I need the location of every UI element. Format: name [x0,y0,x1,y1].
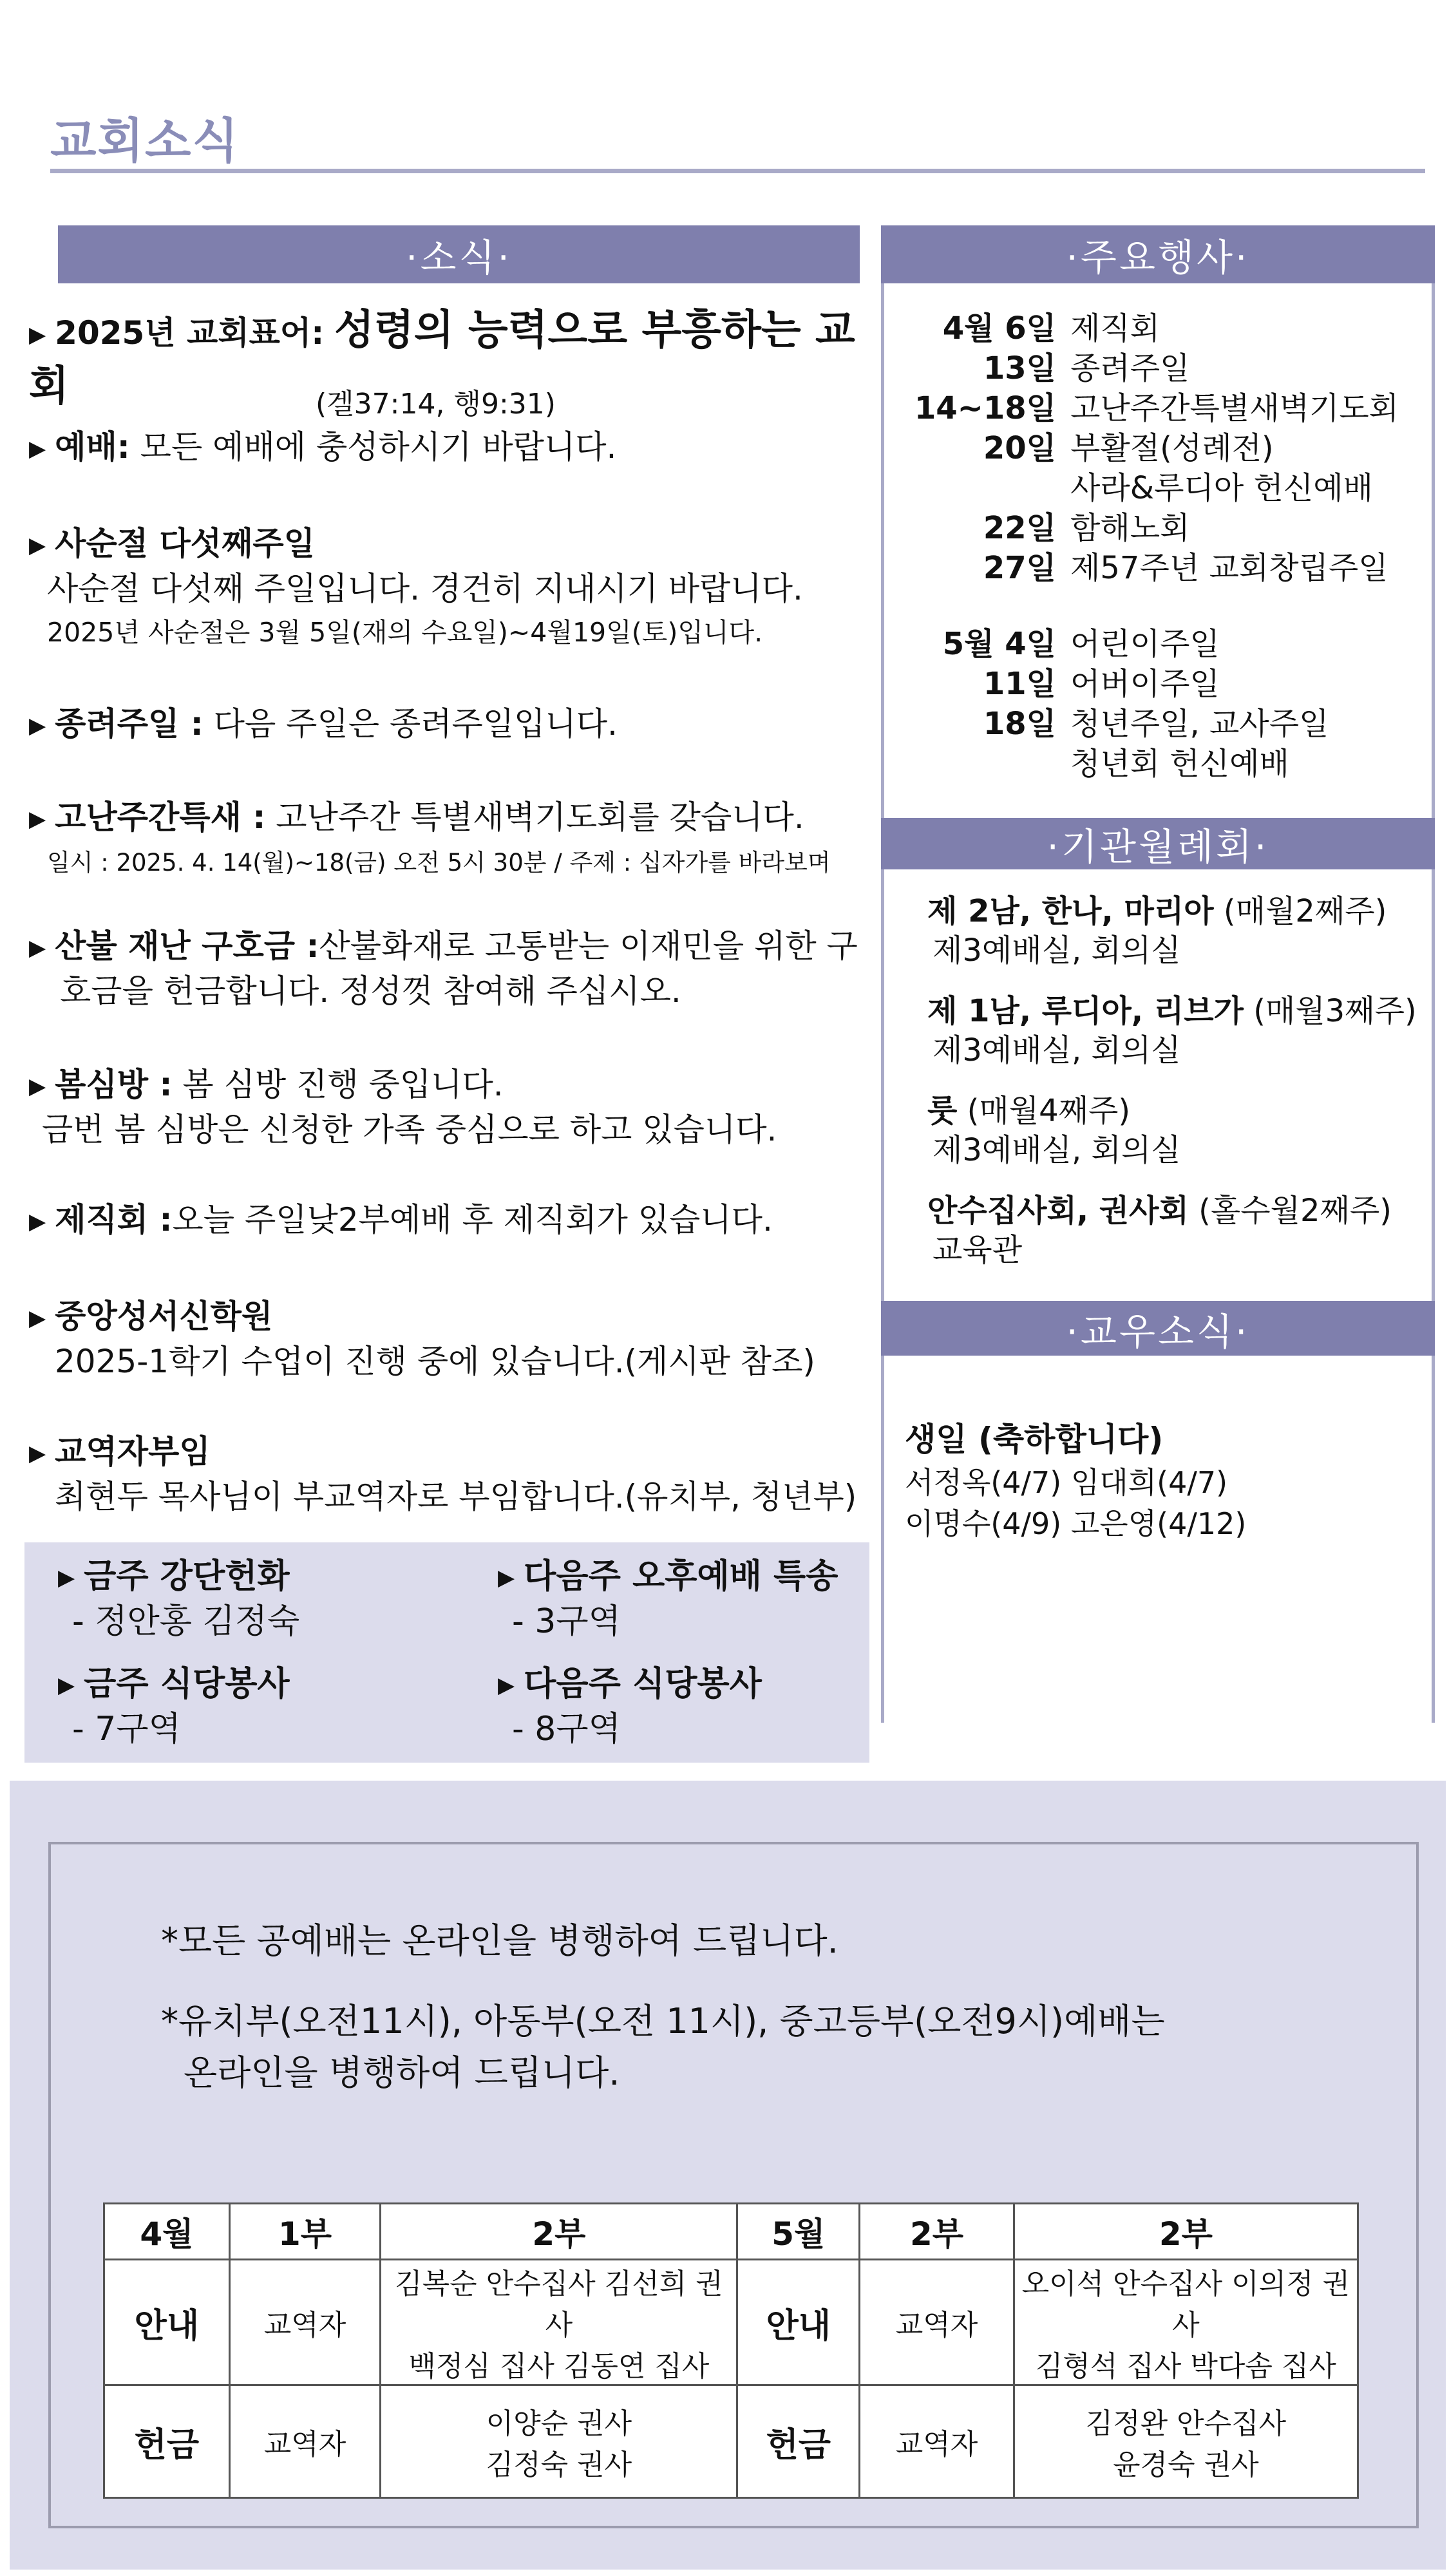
news-seminary: ▶ 중앙성서신학원 [29,1298,273,1335]
event-item: 청년회 헌신예배 [1070,746,1289,782]
motto-reference: (겔37:14, 행9:31) [316,388,556,421]
event-item: 18일 청년주일, 교사주일 [983,706,1329,742]
duty-item: ▶ 다음주 오후예배 특송 - 3구역 [498,1557,838,1642]
table-header-cell: 2부 [860,2204,1014,2260]
seminary-text: 2025-1학기 수업이 진행 중에 있습니다.(게시판 참조) [55,1343,815,1380]
birthday-line: 이명수(4/9) 고은영(4/12) [905,1506,1247,1542]
news-header: ·소식· [58,225,860,283]
news-pastor: ▶ 교역자부임 [29,1433,211,1470]
org-header: ·기관월례회· [881,818,1435,869]
org-item: 제 2남, 한나, 마리아 (매월2째주) 제3예배실, 회의실 [927,893,1387,969]
duty-item: ▶ 다음주 식당봉사 - 8구역 [498,1665,762,1749]
lent-line2: 2025년 사순절은 3월 5일(재의 수요일)~4월19일(토)입니다. [47,617,763,648]
bullet-icon: ▶ [29,436,46,462]
news-fire: ▶ 산불 재난 구호금 :산불화재로 고통받는 이재민을 위한 구 [29,927,858,965]
news-worship: ▶ 예배: 모든 예배에 충성하시기 바랍니다. [29,428,617,466]
table-cell: 안내 [104,2260,230,2385]
birthday-line: 서정옥(4/7) 임대희(4/7) [905,1465,1228,1500]
table-header-cell: 4월 [104,2204,230,2260]
table-cell: 교역자 [229,2260,381,2385]
online-notice-2: *유치부(오전11시), 아동부(오전 11시), 중고등부(오전9시)예배는 [161,2001,1165,2041]
online-notice-1: *모든 공예배는 온라인을 병행하여 드립니다. [161,1920,838,1961]
bullet-icon: ▶ [498,1672,515,1699]
table-cell: 김정완 안수집사 윤경숙 권사 [1014,2385,1358,2498]
news-motto: ▶ 2025년 교회표어: 성령의 능력으로 부흥하는 교회 [29,307,855,411]
table-cell: 헌금 [104,2385,230,2498]
passion-detail: 일시 : 2025. 4. 14(월)~18(금) 오전 5시 30분 / 주제 : 십자가를 바라보며 [47,849,831,876]
table-header-cell: 2부 [381,2204,737,2260]
table-cell: 교역자 [229,2385,381,2498]
bullet-icon: ▶ [29,806,46,833]
org-item: 안수집사회, 권사회 (홀수월2째주) 교육관 [927,1193,1392,1269]
table-cell: 이양순 권사 김정숙 권사 [381,2385,737,2498]
bullet-icon: ▶ [29,533,46,559]
table-row [104,2260,1358,2385]
news-palm: ▶ 종려주일 : 다음 주일은 종려주일입니다. [29,705,618,743]
event-item: 27일 제57주년 교회창립주일 [983,550,1388,586]
event-item: 사라&루디아 헌신예배 [1070,470,1374,506]
online-notice-3: 온라인을 병행하여 드립니다. [184,2052,620,2093]
news-visit: ▶ 봄심방 : 봄 심방 진행 중입니다. [29,1066,504,1103]
bullet-icon: ▶ [29,713,46,739]
birthday-title: 생일 (축하합니다) [905,1421,1164,1458]
bullet-icon: ▶ [58,1672,75,1699]
table-cell: 오이석 안수집사 이의정 권사 김형석 집사 박다솜 집사 [1014,2260,1358,2385]
event-item: 5월 4일 어린이주일 [942,626,1220,662]
table-header-cell: 2부 [1014,2204,1358,2260]
fire-text2: 호금을 헌금합니다. 정성껏 참여해 주십시오. [60,972,681,1010]
event-item: 13일 종려주일 [983,350,1190,386]
table-cell: 안내 [737,2260,860,2385]
table-cell: 김복순 안수집사 김선희 권사 백정심 집사 김동연 집사 [381,2260,737,2385]
event-item: 20일 부활절(성례전) [983,430,1274,466]
org-item: 제 1남, 루디아, 리브가 (매월3째주) 제3예배실, 회의실 [927,993,1417,1069]
duty-item: ▶ 금주 식당봉사 - 7구역 [58,1665,290,1749]
news-officers: ▶ 제직회 :오늘 주일낮2부예배 후 제직회가 있습니다. [29,1201,773,1238]
org-item: 룻 (매월4째주) 제3예배실, 회의실 [927,1093,1181,1169]
events-header: ·주요행사· [881,225,1435,283]
bullet-icon: ▶ [498,1565,515,1591]
pastor-text: 최현두 목사님이 부교역자로 부임합니다.(유치부, 청년부) [55,1478,857,1515]
motto-text: 성령의 능력으로 부흥하는 교회 [29,307,855,411]
page-title: 교회소식 [50,113,240,169]
bullet-icon: ▶ [29,1305,46,1332]
event-item: 4월 6일 제직회 [942,310,1160,346]
table-header-row [104,2204,1358,2260]
visit-text2: 금번 봄 심방은 신청한 가족 중심으로 하고 있습니다. [42,1111,777,1148]
table-cell: 헌금 [737,2385,860,2498]
table-cell: 교역자 [860,2260,1014,2385]
table-header-cell: 5월 [737,2204,860,2260]
bullet-icon: ▶ [29,322,46,348]
event-item: 11일 어버이주일 [983,666,1220,702]
table-row [104,2385,1358,2498]
news-passion: ▶ 고난주간특새 : 고난주간 특별새벽기도회를 갖습니다. [29,799,804,836]
duties-box [24,1542,869,1763]
bullet-icon: ▶ [29,1209,46,1235]
event-item: 22일 함해노회 [983,510,1190,546]
members-header: ·교우소식· [881,1301,1435,1356]
schedule-table [103,2202,1359,2499]
title-divider [50,169,1425,173]
bullet-icon: ▶ [58,1565,75,1591]
bullet-icon: ▶ [29,1441,46,1467]
lent-line1: 사순절 다섯째 주일입니다. 경건히 지내시기 바랍니다. [47,570,803,607]
table-cell: 교역자 [860,2385,1014,2498]
members-section [905,1417,1246,1545]
news-lent: ▶ 사순절 다섯째주일 [29,525,315,562]
bullet-icon: ▶ [29,1074,46,1100]
table-header-cell: 1부 [229,2204,381,2260]
duty-item: ▶ 금주 강단헌화 - 정안홍 김정숙 [58,1557,300,1642]
bullet-icon: ▶ [29,935,46,961]
event-item: 14~18일 고난주간특별새벽기도회 [914,390,1399,426]
